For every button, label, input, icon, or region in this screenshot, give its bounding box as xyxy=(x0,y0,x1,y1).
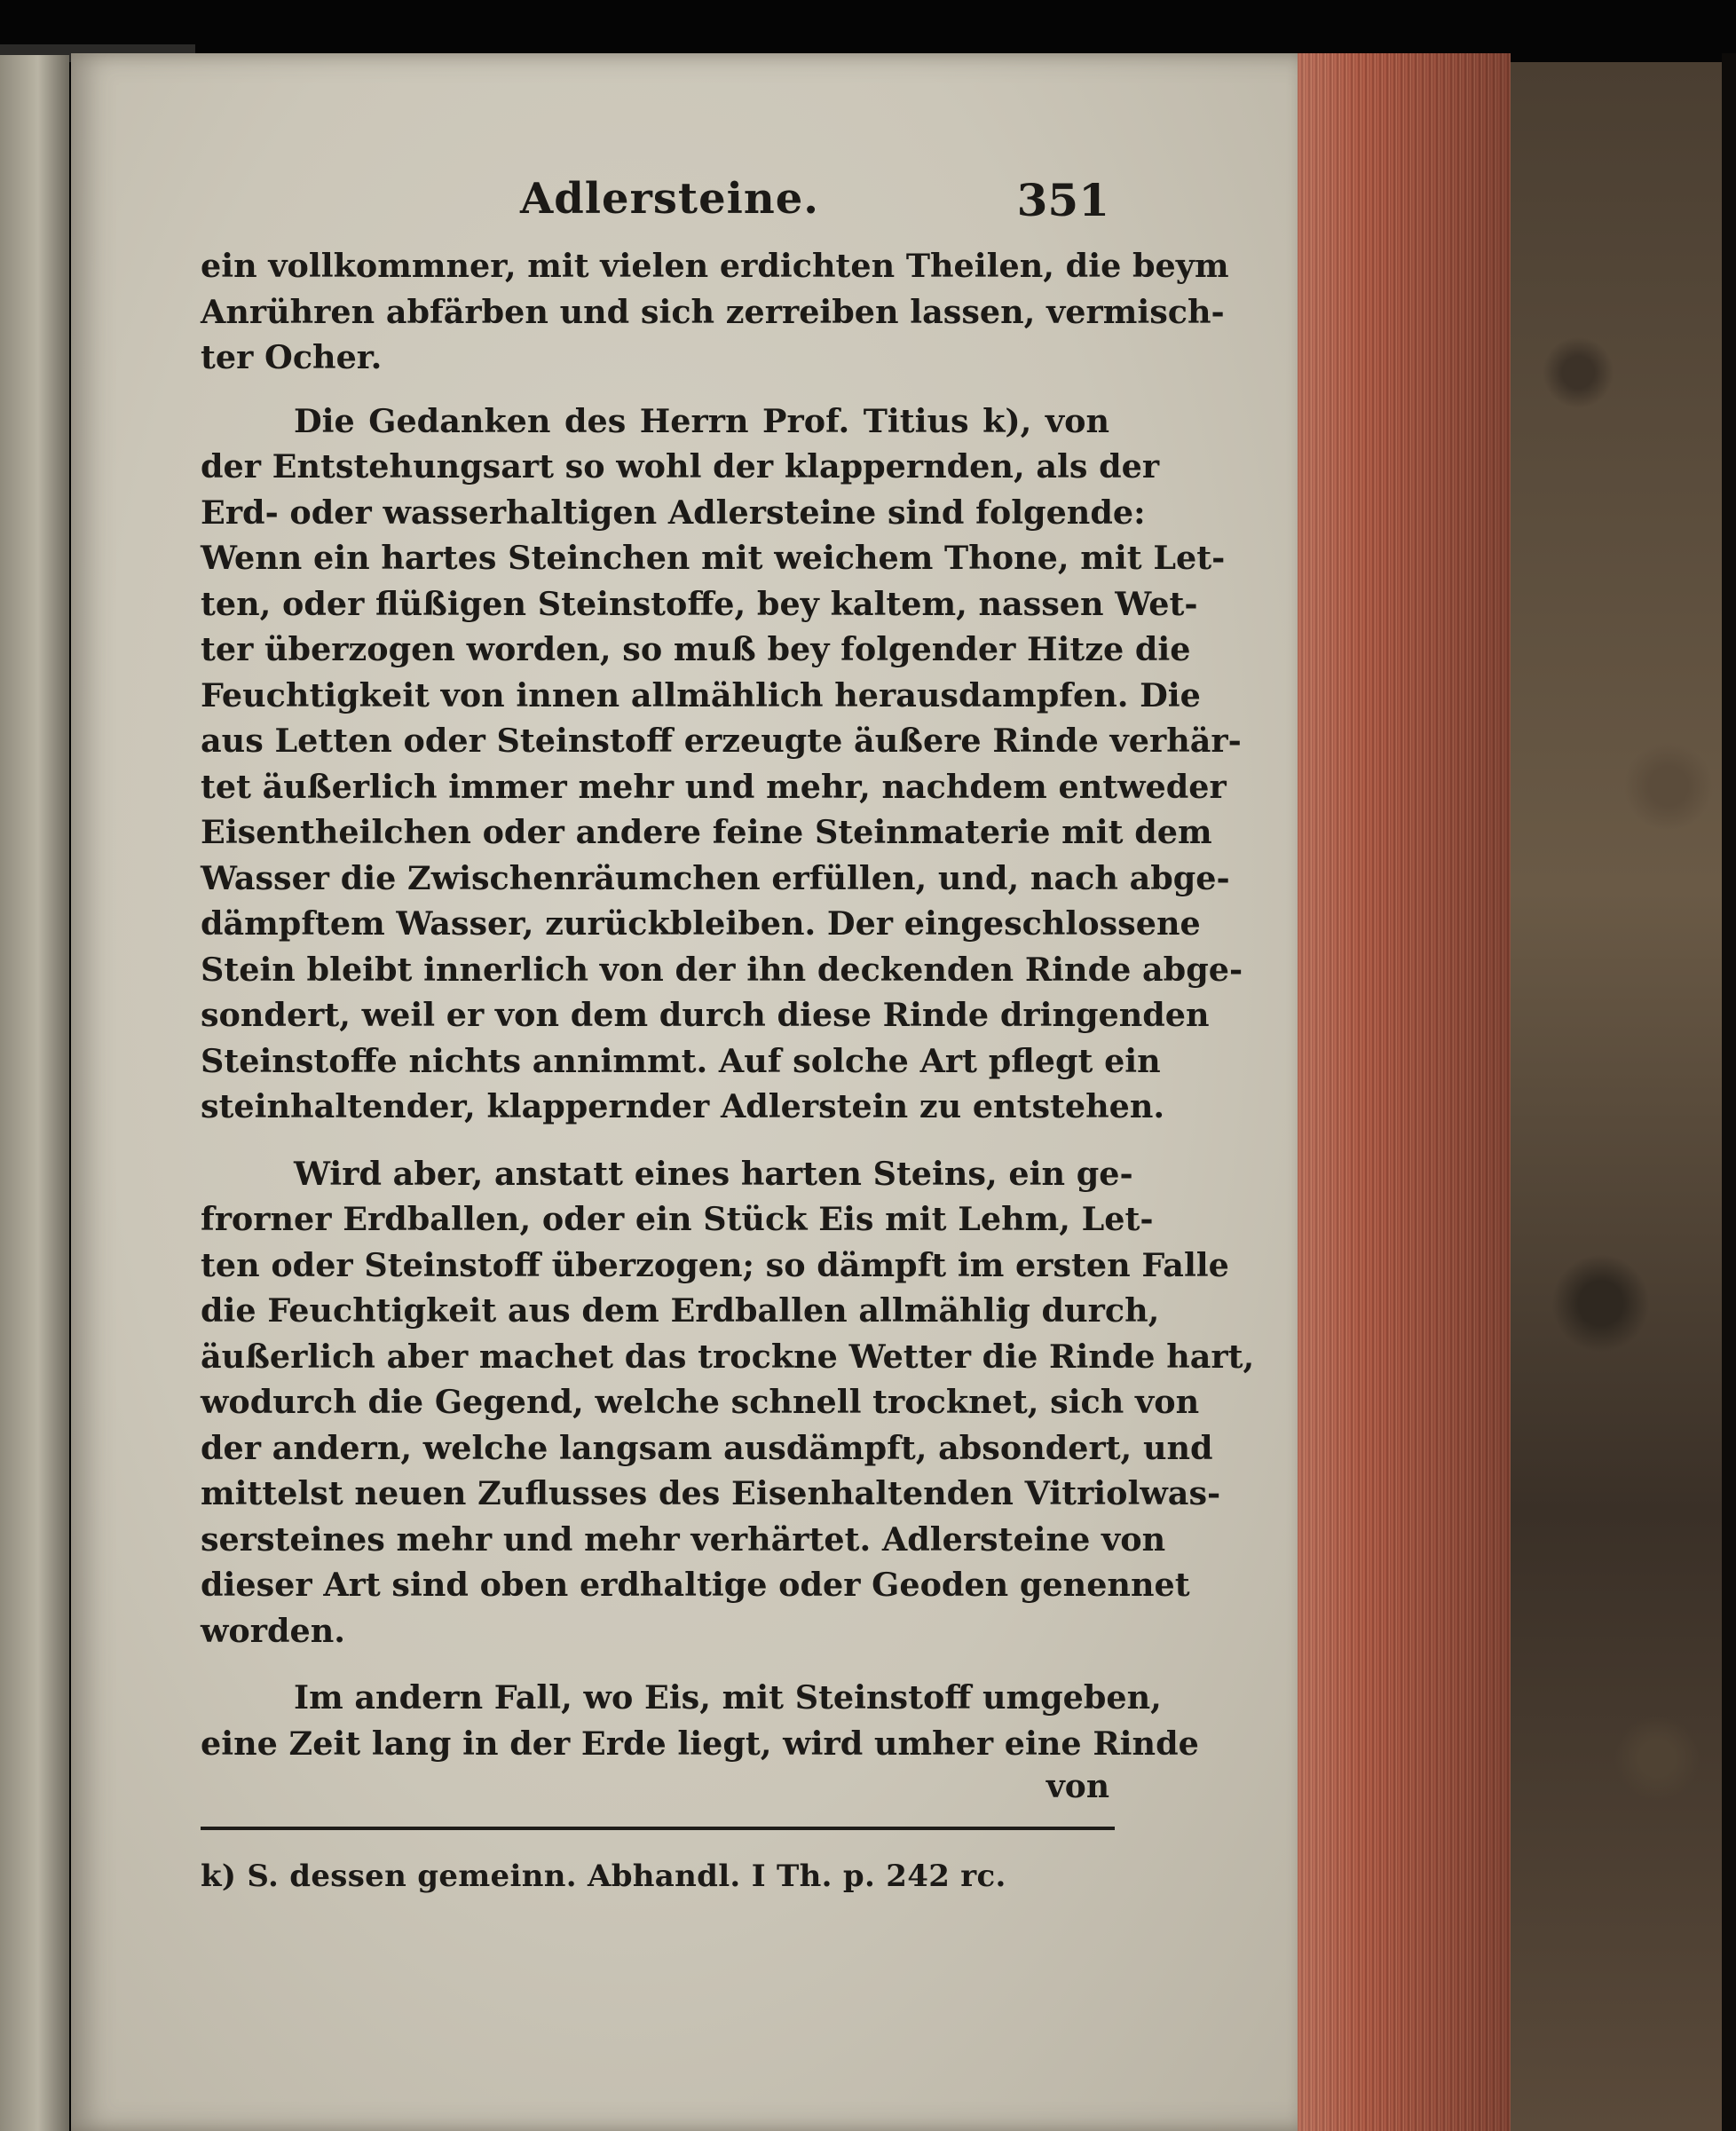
text-line: Anrühren abfärben und sich zerreiben lassen, vermisch- xyxy=(201,292,1225,331)
paragraph-2 xyxy=(201,399,1243,1130)
text-line: eine Zeit lang in der Erde liegt, wird umher eine Rinde xyxy=(201,1724,1199,1763)
text-line: mittelst neuen Zuflusses des Eisenhaltenden Vitriolwas- xyxy=(201,1474,1221,1512)
text-line: Wenn ein hartes Steinchen mit weichem Thone, mit Let- xyxy=(201,539,1226,577)
text-line: aus Letten oder Steinstoff erzeugte äußere Rinde verhär- xyxy=(201,722,1242,760)
text-line: die Feuchtigkeit aus dem Erdballen allmählig durch, xyxy=(201,1291,1160,1330)
paragraph-3 xyxy=(201,1151,1255,1654)
text-line: tet äußerlich immer mehr und mehr, nachdem entweder xyxy=(201,767,1227,806)
text-line: ein vollkommner, mit vielen erdichten Theilen, die beym xyxy=(201,247,1229,285)
text-line: sondert, weil er von dem durch diese Rinde dringenden xyxy=(201,996,1210,1034)
text-line: ten, oder flüßigen Steinstoffe, bey kaltem, nassen Wet- xyxy=(201,584,1198,623)
text-line: Erd- oder wasserhaltigen Adlersteine sind folgende: xyxy=(201,493,1146,532)
text-line: ter Ocher. xyxy=(201,338,383,376)
catchword: von xyxy=(1046,1768,1109,1805)
text-line: sersteines mehr und mehr verhärtet. Adlersteine von xyxy=(201,1519,1166,1559)
text-line: worden. xyxy=(201,1611,345,1650)
text-line: wodurch die Gegend, welche schnell trocknet, sich von xyxy=(201,1383,1200,1421)
running-head-title: Adlersteine. xyxy=(520,174,819,224)
running-head xyxy=(201,174,1109,243)
text-line: Die Gedanken des Herrn Prof. Titius k), von xyxy=(294,401,1109,440)
text-line: ter überzogen worden, so muß bey folgender Hitze die xyxy=(201,630,1191,668)
text-line: steinhaltender, klappernder Adlerstein zu entstehen. xyxy=(201,1087,1165,1125)
page-block-shade xyxy=(1298,53,1511,2131)
text-line: der andern, welche langsam ausdämpft, absondert, und xyxy=(201,1428,1213,1467)
text-line: Wasser die Zwischenräumchen erfüllen, und, nach abge- xyxy=(201,858,1230,897)
text-line: ten oder Steinstoff überzogen; so dämpft im ersten Falle xyxy=(201,1245,1229,1284)
cover-edge xyxy=(1722,53,1736,2131)
paragraph-1 xyxy=(201,243,1229,381)
paragraph-4 xyxy=(201,1675,1199,1766)
text-line: Eisentheilchen oder andere feine Steinmaterie mit dem xyxy=(201,813,1212,851)
text-line: Steinstoffe nichts annimmt. Auf solche Art pflegt ein xyxy=(201,1041,1161,1080)
text-line: äußerlich aber machet das trockne Wetter die Rinde hart, xyxy=(201,1337,1255,1376)
text-line: Wird aber, anstatt eines harten Steins, ein ge- xyxy=(294,1154,1133,1193)
text-line: frorner Erdballen, oder ein Stück Eis mit Lehm, Let- xyxy=(201,1200,1154,1238)
text-line: Feuchtigkeit von innen allmählich herausdampfen. Die xyxy=(201,675,1201,714)
left-page-edge xyxy=(0,55,69,2131)
text-line: Im andern Fall, wo Eis, mit Steinstoff umgeben, xyxy=(294,1678,1162,1717)
text-line: dämpftem Wasser, zurückbleiben. Der eingeschlossene xyxy=(201,904,1201,943)
page-number: 351 xyxy=(1016,174,1109,226)
text-line: dieser Art sind oben erdhaltige oder Geoden genennet xyxy=(201,1566,1190,1604)
text-line: der Entstehungsart so wohl der klappernden, als der xyxy=(201,447,1160,485)
footnote-rule xyxy=(201,1827,1115,1830)
marbled-cover xyxy=(1511,62,1736,2131)
text-line: Stein bleibt innerlich von der ihn deckenden Rinde abge- xyxy=(201,950,1243,989)
footnote: k) S. dessen gemeinn. Abhandl. I Th. p. 242 rc. xyxy=(201,1859,1006,1894)
text-block xyxy=(201,174,1255,1894)
